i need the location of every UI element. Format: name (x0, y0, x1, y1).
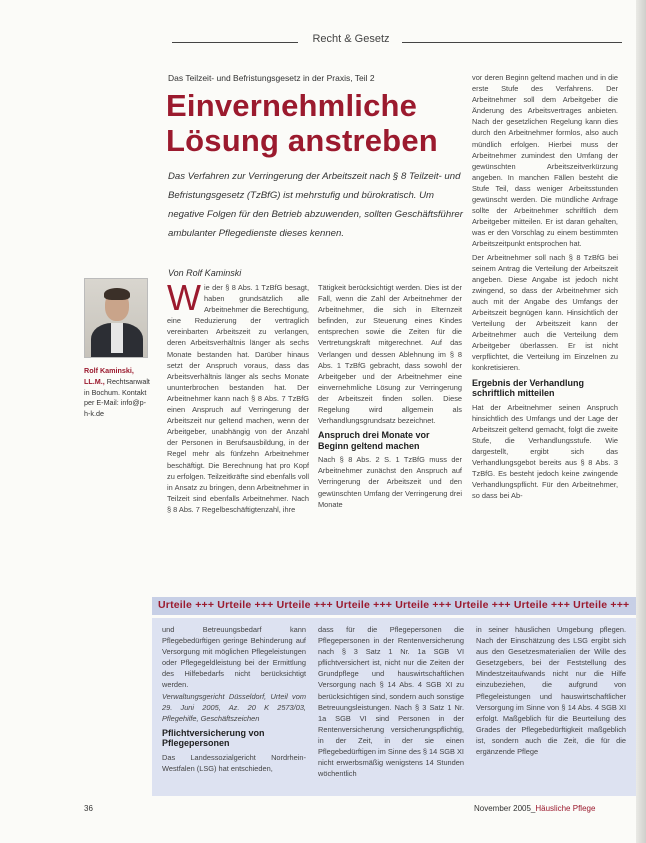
page-number: 36 (84, 804, 93, 813)
caption-name: Rolf Kaminski, LL.M., (84, 366, 134, 386)
author-photo (84, 278, 148, 358)
verdicts-box (152, 618, 636, 796)
article-column-3 (472, 72, 618, 582)
verdicts-col1-text-2: Das Landessozialgericht Nordrhein-Westfalen (LSG) hat entschieden, (162, 752, 306, 773)
article-author: Von Rolf Kaminski (168, 268, 242, 278)
page-edge (636, 0, 646, 843)
header-rule-left (172, 42, 298, 43)
verdicts-col2-text: dass für die Pflegepersonen die Pflegepersonen in der Rentenversicherung nach § 3 Satz 1 Nr. 1a SGB VI pflichtversichert ist, nicht nur die Zeiten der Grundpflege und hauswirtschaftlichen Versorgung nach § 14 Abs. 4 SGB XI zu berücksichtigen sind, sondern auch sonstige Betreuungsleistungen. Nach § 3 Satz 1 Nr. 1a SGB VI sind Personen in der Rentenversicherung versicherungspflichtig, in der Zeit, in der sie einen Pflegebedürftigen im Sinne des § 14 SGB XI nicht erwerbsmäßig wenigstens 14 Stunden wöchentlich (318, 625, 464, 779)
verdicts-column-1 (162, 624, 306, 792)
photo-caption (84, 366, 150, 420)
caption-text: Rechtsanwalt in Bochum. Kontakt per E-Mail: info@p-h-k.de (84, 376, 150, 419)
title-line-2: Lösung anstreben (166, 123, 438, 158)
column-1-text: ie der § 8 Abs. 1 TzBfG besagt, haben grundsätzlich alle Arbeitnehmer die Berechtigung, eine Reduzierung der vertraglich vereinbarten Arbeitszeit zu verlangen, deren Arbeitsverhältnis länger als sechs Monate bestanden hat. Darüber hinaus setzt der Anspruch voraus, dass das Arbeitsverhältnis länger als sechs Monate ununterbrochen bestanden hat. Der Arbeitnehmer kann nach § 8 Abs. 7 TzBfG einen Anspruch auf Verringerung der Arbeitszeit nur geltend machen, wenn der Arbeitgeber, unabhängig von der Anzahl der Personen in Berufsausbildung, in der Regel mehr als fünfzehn Arbeitnehmer beschäftigt. Die Berechnung hat pro Kopf zu erfolgen. Teilzeitkräfte sind ebenfalls voll in Ansatz zu bringen, denn Arbeitnehmer in Teilzeit sind ebenfalls Arbeitnehmer. Nach § 8 Abs. 7 Regelbeschäftigtenzahl, ihre (167, 283, 309, 514)
issue-date: November 2005 (474, 804, 531, 813)
photo-hair (104, 288, 130, 300)
verdicts-col3-text: in seiner häuslichen Umgebung pflegen. Nach der Einschätzung des LSG ergibt sich aus den Gesetzesmaterialien der Wille des Gesetzgebers, bei der Feststellung des Mindestzeitaufwands nicht nur die Hilfe einzubeziehen, die aufgrund von Pflegeleistungen und hauswirtschaftlicher Versorgung im Sinne von § 14 Abs. 4 SGB XI erfolgt. Maßgeblich für die Beurteilung des Grades der Pflegebedürftigkeit maßgeblich ist, sondern auch die Zeit, die für die ergänzende Pflege (476, 625, 626, 757)
photo-shirt (111, 323, 123, 353)
verdicts-column-2 (318, 624, 464, 792)
drop-cap: W (167, 282, 201, 318)
article-column-1 (167, 282, 309, 582)
column-3-text-3: Hat der Arbeitnehmer seinen Anspruch hinsichtlich des Umfangs und der Lage der Arbeitszeit geltend gemacht, folgt die zweite Stufe, die Verhandlungsstufe. Wie dargestellt, ergibt sich das Verhandlungsgebot bereits aus § 8 Abs. 3 TzBfG. Es besteht jedoch keine zwingende Verhandlungspflicht. Für den Arbeitnehmer, so dass bei Ab- (472, 402, 618, 501)
magazine-name: Häusliche Pflege (535, 804, 596, 813)
verdicts-col1-text: und Betreuungsbedarf kann Pflegebedürftigen geringe Behinderung auf Versorgung mit möglichen Pflegeleistungen oder Pflegegeldleistung bei der Ermittlung des Hilfebedarfs nicht berücksichtigt werden. (162, 625, 306, 690)
verdicts-col1-citation: Verwaltungsgericht Düsseldorf, Urteil vom 29. Juni 2005, Az. 20 K 2573/03, Pflegehilfe, Geschäftszeichen (162, 691, 306, 723)
title-line-1: Einvernehmliche (166, 88, 418, 123)
column-3-text: vor deren Beginn geltend machen und in die erste Stufe des Verfahrens. Der Arbeitnehmer soll dem Arbeitgeber die Änderung des Arbeitsvertrages anbieten. Nach der gesetzlichen Regelung kann dies durch den Arbeitnehmer formlos, also auch mündlich erfolgen. Hierbei muss der Arbeitnehmer zumindest den Umfang der gewünschten Arbeitszeitverkürzung angeben. In manchen Fällen besteht die Stufe Teil, dass weniger Arbeitsstunden gewünscht werden. Die mündliche Anfrage sollte der Arbeitnehmer schriftlich dem Arbeitgeber mitteilen. Er ist daran gehalten, was er den Vorschlag zu einem bestimmten Arbeitszeitpunkt entsprochen hat. (472, 73, 618, 249)
verdicts-banner-label: Urteile +++ Urteile +++ Urteile +++ Urteile +++ Urteile +++ Urteile +++ Urteile +++ Urteile +++ (158, 599, 630, 611)
verdicts-column-3 (476, 624, 626, 792)
article-column-2 (318, 282, 462, 582)
article-title (166, 88, 466, 158)
section-title: Recht & Gesetz (312, 33, 390, 45)
header-rule-right (402, 42, 622, 43)
column-3-heading: Ergebnis der Verhandlung schriftlich mitteilen (472, 377, 585, 399)
article-lead: Das Verfahren zur Verringerung der Arbeitszeit nach § 8 Teilzeit- und Befristungsgesetz (TzBfG) ist mehrstufig und bürokratisch. Um negative Folgen für den Betrieb abzuwenden, sollten Geschäftsführer ambulanter Pflegedienste dieses kennen. (168, 171, 463, 239)
column-2-text-2: Nach § 8 Abs. 2 S. 1 TzBfG muss der Arbeitnehmer zunächst den Anspruch auf Verringerung der Arbeitszeit und den gewünschten Umfang der Verringerung drei Monate (318, 455, 462, 509)
column-2-heading: Anspruch drei Monate vor Beginn geltend machen (318, 430, 430, 451)
column-3-text-2: Der Arbeitnehmer soll nach § 8 TzBfG bei seinem Antrag die Verteilung der Arbeitszeit angeben. Diese Angabe ist jedoch nicht zwingend, so dass der Arbeitnehmer sich auch mit der Angabe des Umfangs der Arbeitszeit begnügen kann. Hinsichtlich der Verteilung der Arbeitszeit kann der Arbeitnehmer auch die Verteilung dem Arbeitgeber überlassen. Er ist nicht verpflichtet, die Verteilung im Einzelnen zu konkretisieren. (472, 252, 618, 373)
column-2-text: Tätigkeit berücksichtigt werden. Dies ist der Fall, wenn die Zahl der Arbeitnehmer der Arbeitnehmer, die sich in Elternzeit befinden, zur Steuerung eines Kindes entsprechen sowie die Zeiten für die Vertretungskraft mitgerechnet. Auf das Verlangen und dessen Ablehnung im § 8 Abs. 1 TzBfG gebracht, dass sowohl der Arbeitgeber und der Arbeitnehmer eine einvernehmliche Lösung zur Verringerung der Arbeitszeit finden sollen. Diese Regelung wird allgemein als Verhandlungsgrundsatz bezeichnet. (318, 283, 462, 426)
verdicts-col1-heading: Pflichtversicherung von Pflegepersonen (162, 727, 265, 749)
issue-line: November 2005_Häusliche Pflege (474, 804, 596, 813)
article-kicker: Das Teilzeit- und Befristungsgesetz in der Praxis, Teil 2 (168, 73, 375, 83)
verdicts-banner (152, 597, 636, 615)
